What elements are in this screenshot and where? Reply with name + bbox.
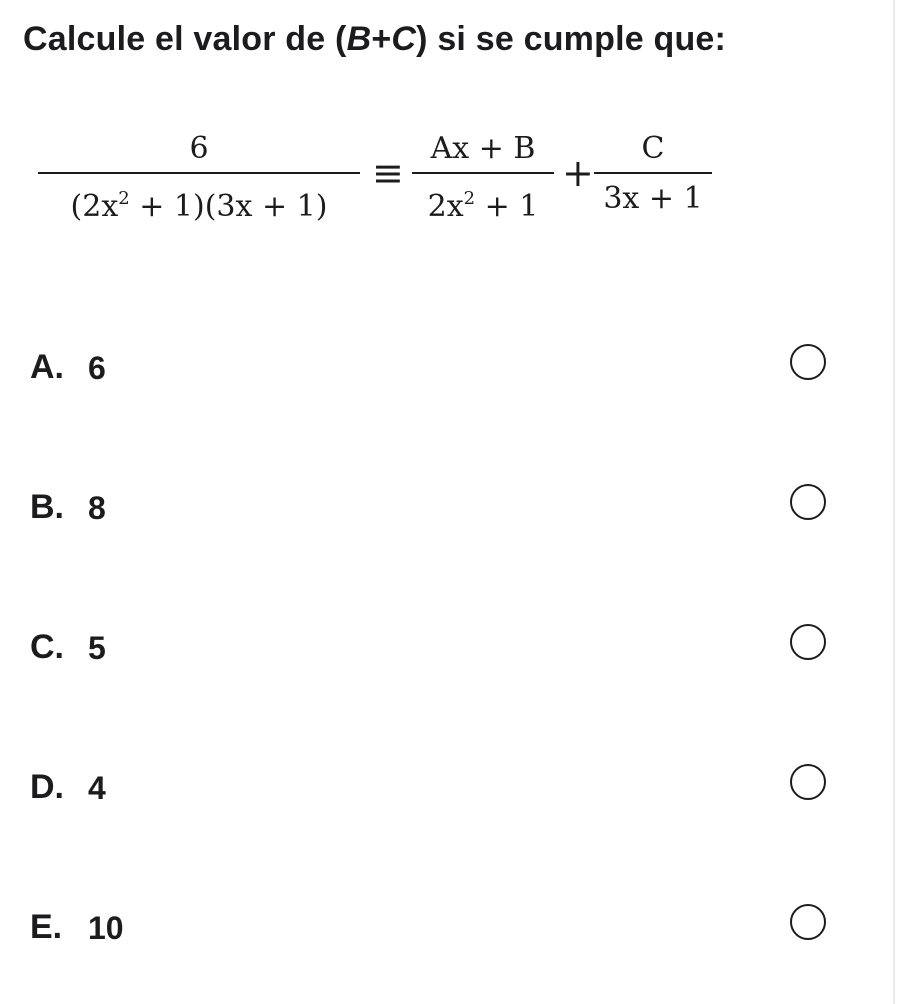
middle-fraction bbox=[412, 128, 554, 224]
radio-button[interactable] bbox=[790, 624, 826, 660]
right-numerator: C bbox=[641, 131, 665, 166]
radio-button[interactable] bbox=[790, 764, 826, 800]
option-d[interactable] bbox=[0, 756, 880, 816]
left-denominator-part-a: (2x bbox=[70, 189, 119, 224]
left-denominator-exponent: 2 bbox=[118, 188, 130, 209]
middle-denominator-part-b: + 1 bbox=[475, 189, 539, 224]
question-plus: + bbox=[371, 20, 392, 58]
question-var-b: B bbox=[346, 20, 372, 58]
option-b[interactable] bbox=[0, 476, 880, 536]
middle-denominator-part-a: 2x bbox=[427, 189, 464, 224]
question-prefix: Calcule el valor de ( bbox=[23, 20, 347, 58]
question-var-c: C bbox=[391, 20, 417, 58]
option-value: 4 bbox=[88, 770, 106, 806]
plus-symbol: + bbox=[562, 151, 594, 195]
left-fraction-bar bbox=[38, 172, 360, 174]
option-letter: B. bbox=[30, 488, 64, 526]
left-numerator: 6 bbox=[189, 131, 209, 166]
question-suffix: ) si se cumple que: bbox=[416, 20, 727, 58]
right-panel-edge bbox=[893, 0, 913, 1004]
radio-button[interactable] bbox=[790, 484, 826, 520]
option-letter: D. bbox=[30, 768, 64, 806]
radio-button[interactable] bbox=[790, 344, 826, 380]
left-denominator-part-b: + 1)(3x + 1) bbox=[129, 189, 328, 224]
option-letter: C. bbox=[30, 628, 64, 666]
option-c[interactable] bbox=[0, 616, 880, 676]
identity-symbol: ≡ bbox=[372, 151, 404, 195]
option-value: 10 bbox=[88, 910, 124, 946]
left-denominator bbox=[38, 178, 360, 224]
middle-fraction-bar bbox=[412, 172, 554, 174]
option-value: 8 bbox=[88, 490, 106, 526]
option-e[interactable] bbox=[0, 896, 880, 956]
right-denominator: 3x + 1 bbox=[603, 181, 703, 216]
right-fraction bbox=[594, 128, 712, 220]
middle-numerator: Ax + B bbox=[430, 131, 536, 166]
middle-denominator bbox=[412, 178, 554, 224]
right-fraction-bar bbox=[594, 172, 712, 174]
middle-denominator-exponent: 2 bbox=[463, 188, 476, 209]
option-letter: A. bbox=[30, 348, 64, 386]
question-text bbox=[23, 20, 726, 59]
option-a[interactable] bbox=[0, 336, 880, 396]
left-fraction bbox=[38, 128, 360, 224]
equation bbox=[38, 128, 758, 238]
option-value: 5 bbox=[88, 630, 106, 666]
option-letter: E. bbox=[30, 908, 63, 946]
radio-button[interactable] bbox=[790, 904, 826, 940]
option-value: 6 bbox=[88, 350, 106, 386]
